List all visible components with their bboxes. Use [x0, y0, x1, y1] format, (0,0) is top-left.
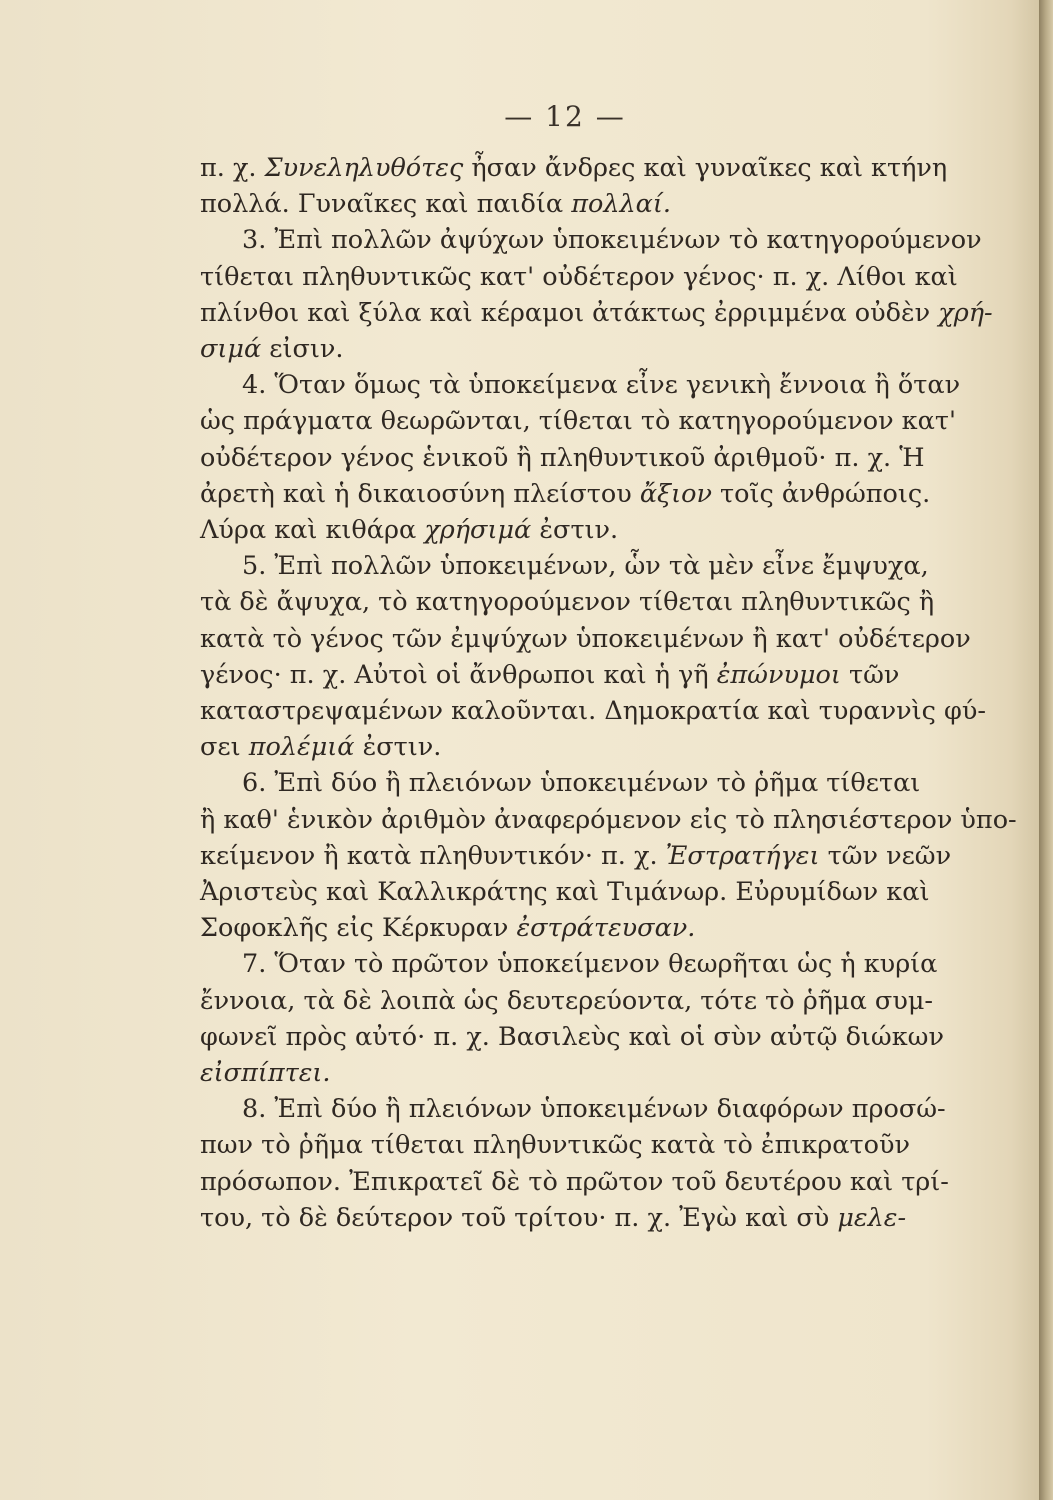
text-line	[200, 367, 960, 403]
text-line	[200, 693, 986, 729]
text-segment: πων τὸ ῥῆμα τίθεται πληθυντικῶς κατὰ τὸ ἐπικρατοῦν	[200, 1130, 910, 1161]
text-segment: 8. Ἐπὶ δύο ἢ πλειόνων ὑποκειμένων διαφόρων προσώ-	[242, 1094, 946, 1125]
text-segment: τῶν	[840, 659, 900, 690]
text-segment: φωνεῖ πρὸς αὐτό· π. χ. Βασιλεὺς καὶ οἱ σὺν αὐτῷ διώκων	[200, 1021, 944, 1052]
text-segment: πλίνθοι καὶ ξύλα καὶ κέραμοι ἀτάκτως ἐρριμμένα οὐδὲν	[200, 297, 939, 328]
text-segment: σει	[200, 732, 249, 763]
text-line	[200, 765, 960, 801]
text-segment: ἀρετὴ καὶ ἡ δικαιοσύνη πλείστου	[200, 478, 640, 509]
italic-word: ἄξιον	[639, 478, 712, 509]
text-line	[200, 657, 960, 693]
text-segment: του, τὸ δὲ δεύτερον τοῦ τρίτου· π. χ. Ἐγὼ καὶ σὺ	[200, 1202, 838, 1233]
text-segment: 5. Ἐπὶ πολλῶν ὑποκειμένων, ὧν τὰ μὲν εἶνε ἔμψυχα,	[242, 551, 929, 582]
text-line	[200, 186, 960, 222]
text-segment: τὰ δὲ ἄψυχα, τὸ κατηγορούμενον τίθεται πληθυντικῶς ἢ	[200, 587, 935, 618]
text-line	[200, 910, 960, 946]
text-segment: 6. Ἐπὶ δύο ἢ πλειόνων ὑποκειμένων τὸ ῥῆμα τίθεται	[242, 768, 921, 799]
text-segment: ἐστιν.	[531, 515, 619, 546]
text-line	[200, 548, 960, 584]
text-segment: Ἀριστεὺς καὶ Καλλικράτης καὶ Τιμάνωρ. Εὐρυμίδων καὶ	[200, 877, 930, 908]
italic-word: χρή-	[938, 297, 993, 328]
text-line	[200, 403, 960, 439]
text-line	[200, 1127, 960, 1163]
page-number: — 12 —	[504, 100, 626, 133]
text-line	[200, 946, 960, 982]
text-line	[200, 150, 960, 186]
italic-word: ἐστράτευσαν.	[516, 913, 696, 944]
text-segment: ὡς πράγματα θεωρῶνται, τίθεται τὸ κατηγορούμενον κατ'	[200, 406, 956, 437]
text-line	[200, 512, 960, 548]
text-segment: εἰσιν.	[261, 334, 344, 365]
text-line	[200, 440, 960, 476]
page-edge	[1039, 0, 1053, 1500]
text-line	[200, 621, 971, 657]
text-segment: καταστρεψαμένων καλοῦνται. Δημοκρατία καὶ τυραννὶς φύ-	[200, 696, 986, 727]
text-segment: 7. Ὅταν τὸ πρῶτον ὑποκείμενον θεωρῆται ὡς ἡ κυρία	[242, 949, 938, 980]
text-line	[200, 1055, 960, 1091]
italic-word: ἐπώνυμοι	[716, 659, 841, 690]
text-line	[200, 1091, 960, 1127]
text-segment: ἔννοια, τὰ δὲ λοιπὰ ὡς δευτερεύοντα, τότε τὸ ῥῆμα συμ-	[200, 985, 934, 1016]
italic-word: Ἐστρατήγει	[665, 840, 820, 871]
text-line	[200, 222, 982, 258]
italic-word: χρήσιμά	[424, 515, 532, 546]
text-segment: Σοφοκλῆς εἰς Κέρκυραν	[200, 913, 517, 944]
text-segment: κείμενον ἢ κατὰ πληθυντικόν· π. χ.	[200, 840, 666, 871]
text-line	[200, 729, 960, 765]
text-line	[200, 476, 960, 512]
text-line	[200, 295, 993, 331]
text-segment: κατὰ τὸ γένος τῶν ἐμψύχων ὑποκειμένων ἢ κατ' οὐδέτερον	[200, 623, 971, 654]
text-line	[200, 838, 960, 874]
text-line	[200, 331, 960, 367]
text-line	[200, 259, 960, 295]
italic-word: Συνεληλυθότες	[264, 153, 464, 183]
text-segment: ἐστιν.	[354, 732, 442, 763]
text-line	[200, 1019, 960, 1055]
text-segment: ἦσαν ἄνδρες καὶ γυναῖκες καὶ κτήνη	[463, 153, 948, 183]
text-segment: πολλά. Γυναῖκες καὶ παιδία	[200, 189, 572, 220]
text-segment: Λύρα καὶ κιθάρα	[200, 515, 425, 546]
text-segment: τῶν νεῶν	[819, 840, 952, 871]
italic-word: πολέμιά	[248, 732, 355, 763]
italic-word: μελε-	[837, 1202, 907, 1233]
text-segment: 3. Ἐπὶ πολλῶν ἀψύχων ὑποκειμένων τὸ κατηγορούμενον	[242, 225, 982, 256]
text-segment: πρόσωπον. Ἐπικρατεῖ δὲ τὸ πρῶτον τοῦ δευτέρου καὶ τρί-	[200, 1166, 949, 1197]
italic-word: εἰσπίπτει.	[200, 1058, 331, 1089]
text-line	[200, 802, 1017, 838]
italic-word: σιμά	[200, 334, 262, 365]
text-line	[200, 1164, 960, 1200]
text-segment: τίθεται πληθυντικῶς κατ' οὐδέτερον γένος· π. χ. Λίθοι καὶ	[200, 261, 958, 292]
text-line	[200, 584, 960, 620]
text-segment: ἢ καθ' ἑνικὸν ἀριθμὸν ἀναφερόμενον εἰς τὸ πλησιέστερον ὑπο-	[200, 804, 1017, 835]
text-segment: οὐδέτερον γένος ἑνικοῦ ἢ πληθυντικοῦ ἀριθμοῦ· π. χ. Ἡ	[200, 442, 925, 473]
text-segment: 4. Ὅταν ὅμως τὰ ὑποκείμενα εἶνε γενικὴ ἔννοια ἢ ὅταν	[242, 370, 961, 401]
text-segment: γένος· π. χ. Αὐτοὶ οἱ ἄνθρωποι καὶ ἡ γῆ	[200, 659, 717, 690]
text-line	[200, 1200, 960, 1236]
text-segment: π. χ.	[200, 153, 265, 183]
text-line	[200, 874, 960, 910]
italic-word: πολλαί.	[571, 189, 671, 220]
text-segment: τοῖς ἀνθρώποις.	[711, 478, 931, 509]
body-text	[200, 150, 1017, 1236]
text-line	[200, 983, 960, 1019]
